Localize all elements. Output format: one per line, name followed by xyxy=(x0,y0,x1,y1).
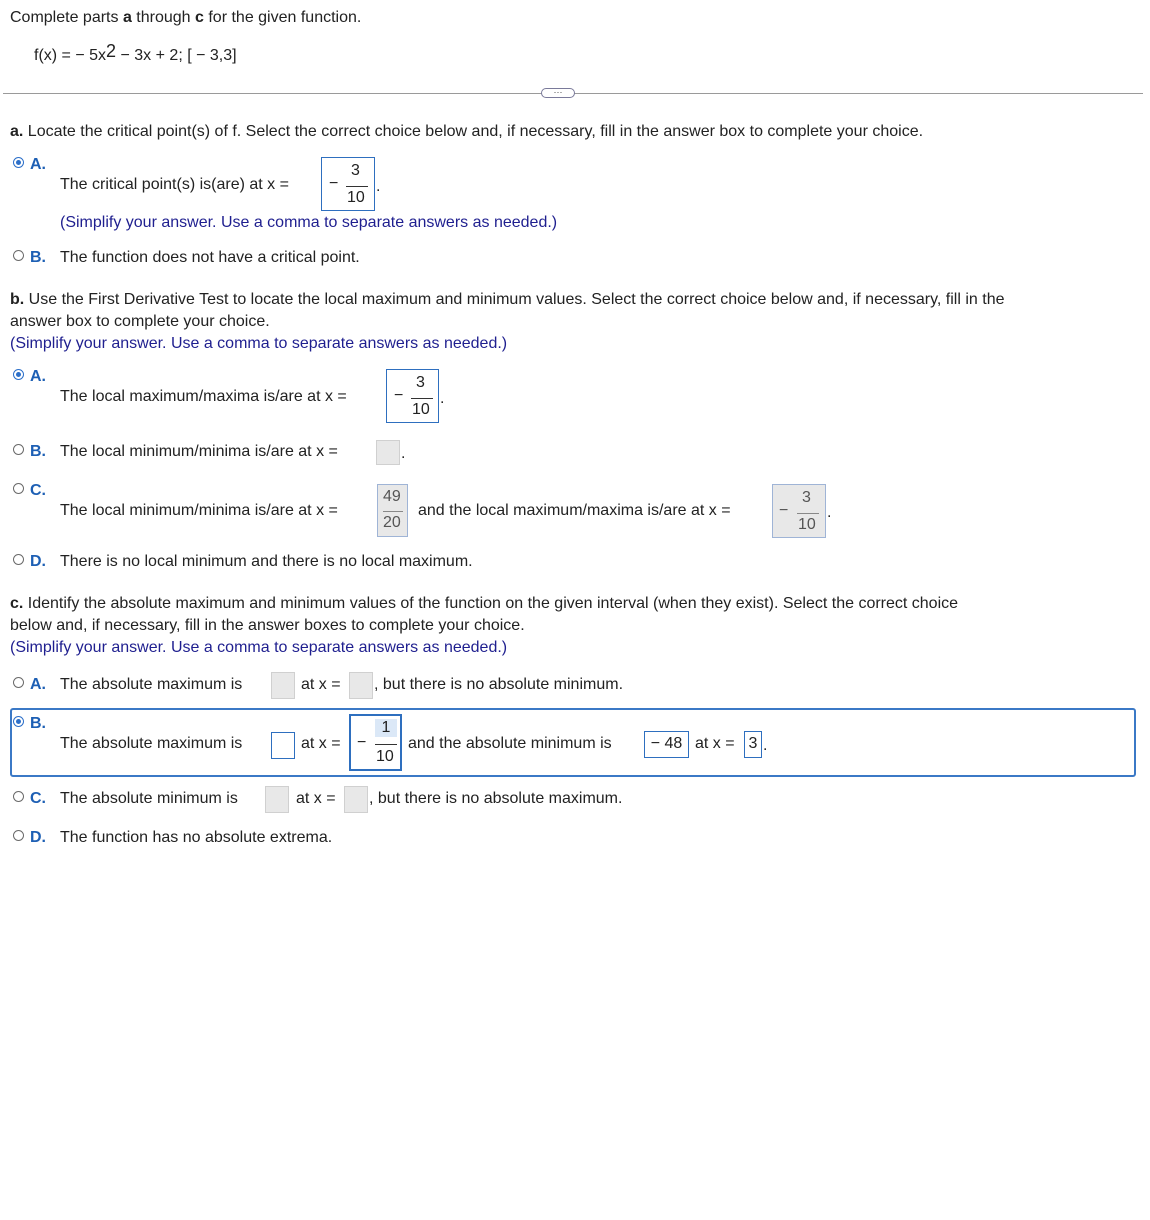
part-a-option-b[interactable] xyxy=(13,249,46,267)
radio-icon[interactable] xyxy=(13,250,24,261)
period: . xyxy=(440,390,445,407)
part-c-option-b[interactable] xyxy=(13,715,46,733)
part-a-prompt xyxy=(10,123,923,141)
radio-icon[interactable] xyxy=(13,444,24,455)
part-c-option-b-text2: at x = xyxy=(301,735,341,752)
part-c-option-a-text1: The absolute maximum is xyxy=(60,676,243,693)
part-a-option-a-text: The critical point(s) is(are) at x = xyxy=(60,176,289,193)
period: . xyxy=(763,737,768,754)
instruction-c: c xyxy=(195,9,204,26)
answer-sign: − xyxy=(357,734,367,751)
part-c-c-min-box[interactable] xyxy=(265,786,289,813)
instruction-pre: Complete parts xyxy=(10,9,123,26)
part-a-prompt-text: Locate the critical point(s) of f. Select the correct choice below and, if necessary, fill in the answer box to complete your choice. xyxy=(23,123,924,140)
answer-denominator: 10 xyxy=(412,401,430,418)
part-b-option-c-text1: The local minimum/minima is/are at x = xyxy=(60,502,338,519)
option-label: A. xyxy=(30,368,46,385)
radio-selected-icon[interactable] xyxy=(13,369,24,380)
part-c-option-b-text1: The absolute maximum is xyxy=(60,735,243,752)
period: . xyxy=(827,504,832,521)
function-post: − 3x + 2; [ − 3,3] xyxy=(116,47,237,64)
part-c-option-a-text3: , but there is no absolute minimum. xyxy=(374,676,624,693)
answer-sign: − xyxy=(329,175,339,192)
part-a-letter: a. xyxy=(10,123,24,140)
part-a-hint: (Simplify your answer. Use a comma to separate answers as needed.) xyxy=(60,214,558,231)
option-label: D. xyxy=(30,829,46,846)
part-b-option-a-text: The local maximum/maxima is/are at x = xyxy=(60,388,347,405)
part-c-option-c-text1: The absolute minimum is xyxy=(60,790,238,807)
divider-handle-button[interactable]: ⋯ xyxy=(541,88,575,98)
fraction-bar xyxy=(797,513,819,514)
radio-icon[interactable] xyxy=(13,554,24,565)
part-b-option-c-text2: and the local maximum/maxima is/are at x = xyxy=(418,502,731,519)
part-c-b-x-box[interactable] xyxy=(349,714,402,771)
answer-numerator: 3 xyxy=(416,374,425,391)
part-c-option-d[interactable] xyxy=(13,829,46,847)
radio-selected-icon[interactable] xyxy=(13,716,24,727)
part-b-option-a[interactable] xyxy=(13,368,46,386)
answer-value: − 48 xyxy=(650,735,683,752)
part-b-hint: (Simplify your answer. Use a comma to separate answers as needed.) xyxy=(10,335,508,352)
option-label: B. xyxy=(30,715,46,732)
option-label: C. xyxy=(30,482,46,499)
answer-sign: − xyxy=(779,502,789,519)
function-exponent: 2 xyxy=(106,41,117,61)
part-a-option-a[interactable] xyxy=(13,156,46,174)
part-a-option-b-text: The function does not have a critical point. xyxy=(60,249,360,266)
part-b-prompt xyxy=(10,291,1004,309)
part-b-prompt-line2: answer box to complete your choice. xyxy=(10,313,270,330)
answer-numerator: 1 xyxy=(375,719,397,737)
part-b-b-answer-box[interactable] xyxy=(376,440,400,465)
part-b-a-answer-box[interactable] xyxy=(386,369,439,423)
radio-icon[interactable] xyxy=(13,791,24,802)
radio-selected-icon[interactable] xyxy=(13,157,24,168)
function-definition xyxy=(34,41,237,65)
part-b-option-c[interactable] xyxy=(13,482,46,500)
fraction-bar xyxy=(383,511,403,512)
option-label: A. xyxy=(30,676,46,693)
part-c-prompt-line1: Identify the absolute maximum and minimum values of the function on the given interval (when they exist). Select the correct choice xyxy=(23,595,959,612)
answer-denominator: 10 xyxy=(347,189,365,206)
part-b-option-d-text: There is no local minimum and there is no local maximum. xyxy=(60,553,473,570)
fraction-bar xyxy=(375,744,397,745)
part-c-option-c-text3: , but there is no absolute maximum. xyxy=(369,790,623,807)
function-pre: f(x) = − 5x xyxy=(34,47,107,64)
part-c-option-a-text2: at x = xyxy=(301,676,341,693)
answer-numerator: 3 xyxy=(802,489,811,506)
part-c-option-b-text3: and the absolute minimum is xyxy=(408,735,612,752)
period: . xyxy=(401,445,406,462)
part-c-option-a[interactable] xyxy=(13,676,46,694)
part-b-option-b[interactable] xyxy=(13,443,46,461)
fraction-bar xyxy=(346,186,368,187)
part-b-option-d[interactable] xyxy=(13,553,46,571)
part-b-option-b-text: The local minimum/minima is/are at x = xyxy=(60,443,338,460)
part-c-option-c[interactable] xyxy=(13,790,46,808)
answer-numerator: 49 xyxy=(383,488,401,505)
part-a-answer-box[interactable] xyxy=(321,157,375,211)
part-b-prompt-line1: Use the First Derivative Test to locate the local maximum and minimum values. Select the correct choice below and, if necessary, fill in the xyxy=(24,291,1005,308)
answer-sign: − xyxy=(394,387,404,404)
radio-icon[interactable] xyxy=(13,830,24,841)
part-c-b-min-box[interactable] xyxy=(644,731,689,758)
option-label: C. xyxy=(30,790,46,807)
instruction-a: a xyxy=(122,9,132,26)
instruction-text xyxy=(10,9,361,27)
fraction-bar xyxy=(411,398,433,399)
radio-icon[interactable] xyxy=(13,677,24,688)
instruction-mid: through xyxy=(131,9,195,26)
option-label: A. xyxy=(30,156,46,173)
instruction-post: for the given function. xyxy=(203,9,362,26)
part-c-letter: c. xyxy=(10,595,24,612)
part-b-c-answer-box-2[interactable] xyxy=(772,484,826,538)
part-c-b-minx-box[interactable] xyxy=(744,731,762,758)
part-b-c-answer-box-1[interactable] xyxy=(377,484,408,537)
part-c-option-d-text: The function has no absolute extrema. xyxy=(60,829,333,846)
part-c-a-x-box[interactable] xyxy=(349,672,373,699)
part-c-prompt xyxy=(10,595,958,613)
answer-denominator: 10 xyxy=(798,516,816,533)
part-c-hint: (Simplify your answer. Use a comma to separate answers as needed.) xyxy=(10,639,508,656)
part-b-letter: b. xyxy=(10,291,25,308)
option-label: B. xyxy=(30,443,46,460)
option-label: D. xyxy=(30,553,46,570)
part-c-b-max-box[interactable] xyxy=(271,732,295,759)
radio-icon[interactable] xyxy=(13,483,24,494)
part-c-option-c-text2: at x = xyxy=(296,790,336,807)
option-label: B. xyxy=(30,249,46,266)
answer-denominator: 20 xyxy=(383,514,401,531)
answer-numerator: 3 xyxy=(351,162,360,179)
part-c-option-b-text4: at x = xyxy=(695,735,735,752)
part-c-prompt-line2: below and, if necessary, fill in the answer boxes to complete your choice. xyxy=(10,617,525,634)
part-c-c-x-box[interactable] xyxy=(344,786,368,813)
answer-value: 3 xyxy=(748,735,758,752)
answer-denominator: 10 xyxy=(376,748,394,765)
part-c-a-max-box[interactable] xyxy=(271,672,295,699)
period: . xyxy=(376,178,381,195)
